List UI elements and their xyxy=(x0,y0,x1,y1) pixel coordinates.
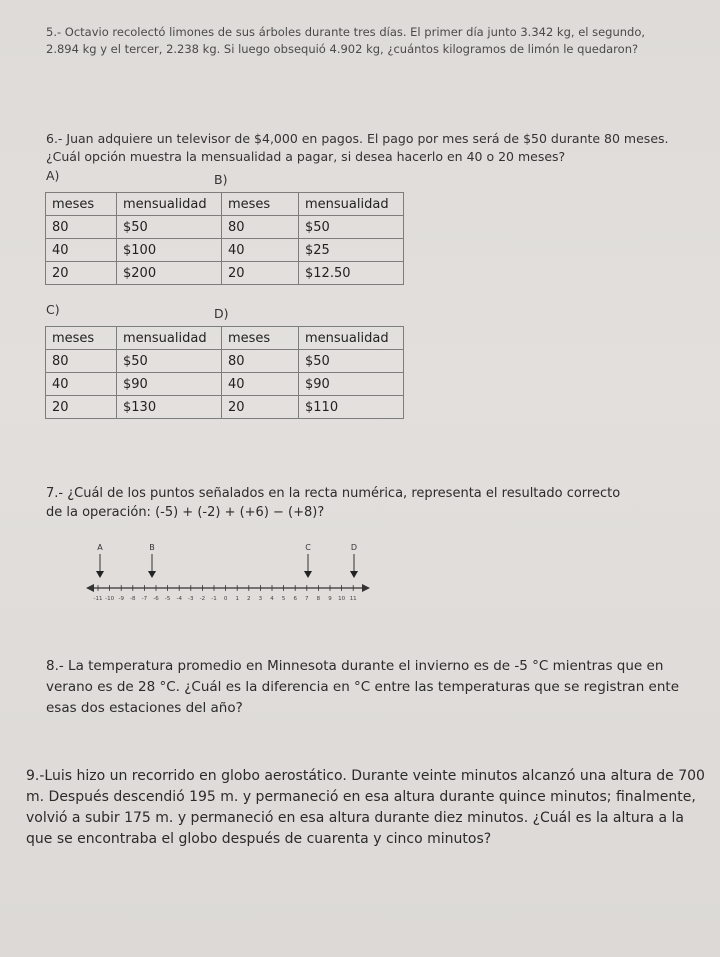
table-row xyxy=(46,373,404,396)
tick-label: -6 xyxy=(153,596,159,602)
option-d-label: D) xyxy=(214,306,229,321)
table-cell: $90 xyxy=(117,373,222,396)
tick-label: 10 xyxy=(338,596,346,602)
tick-label: 11 xyxy=(349,596,357,602)
table-header-row xyxy=(46,327,404,350)
tick-label: 5 xyxy=(281,596,286,602)
tick-label: 6 xyxy=(293,596,297,602)
table-cell: $110 xyxy=(299,396,404,419)
point-a-arrow-icon xyxy=(96,571,104,578)
table-row xyxy=(46,350,404,373)
point-c-label: C xyxy=(305,543,311,552)
table-cell: 80 xyxy=(222,216,299,239)
option-b-label: B) xyxy=(214,172,228,187)
tick-label: -1 xyxy=(211,596,217,602)
tick-label: -3 xyxy=(188,596,194,602)
table-cell: 20 xyxy=(222,396,299,419)
table-cell: $100 xyxy=(117,239,222,262)
question-8: 8.- La temperatura promedio en Minnesota durante el invierno es de -5 °C mientras que en verano es de 28 °C. ¿Cuál es la diferencia en °C entre las temperaturas que se registran ente esas dos estaciones del año? xyxy=(46,658,679,716)
question-7 xyxy=(46,484,686,522)
table-cell: 20 xyxy=(46,262,117,285)
question-9: 9.-Luis hizo un recorrido en globo aerostático. Durante veinte minutos alcanzó una altura de 700 m. Después descendió 195 m. y permaneció en esa altura durante quince minutos; finalmente, volvió a subir 175 m. y permaneció en esa altura durante diez minutos. ¿Cuál es la altura a la que se encontraba el globo después de cuarenta y cinco minutos? xyxy=(26,768,705,847)
table-row xyxy=(46,396,404,419)
table-cell: 20 xyxy=(46,396,117,419)
point-d-label: D xyxy=(350,543,358,552)
tick-label: 4 xyxy=(270,596,274,602)
tick-label: -7 xyxy=(141,596,148,602)
tick-label: 9 xyxy=(328,596,332,602)
table-cell: 40 xyxy=(46,239,117,262)
table-header-row xyxy=(46,193,404,216)
point-a-label: A xyxy=(97,543,103,552)
tick-label: 7 xyxy=(305,596,309,602)
table-cell: $12.50 xyxy=(299,262,404,285)
tick-label: -8 xyxy=(130,596,136,602)
table-cell: $25 xyxy=(299,239,404,262)
header-cell: mensualidad xyxy=(117,193,222,216)
tick-label: 3 xyxy=(258,596,263,602)
table-cell: $130 xyxy=(117,396,222,419)
table-cell: 20 xyxy=(222,262,299,285)
point-d-arrow-icon xyxy=(350,571,358,578)
question-5: 5.- Octavio recolectó limones de sus árboles durante tres días. El primer día junto 3.342 kg, el segundo, 2.894 kg y el tercer, 2.238 kg. Si luego obsequió 4.902 kg, ¿cuántos kilogramos de limón le quedaron? xyxy=(46,25,646,56)
tick-label: -11 xyxy=(93,596,103,602)
tick-label: -2 xyxy=(199,596,206,602)
option-c-label: C) xyxy=(46,302,60,317)
table-row xyxy=(46,239,404,262)
tick-label: -5 xyxy=(164,596,171,602)
table-cell: 40 xyxy=(222,239,299,262)
header-cell: meses xyxy=(46,193,117,216)
table-row xyxy=(46,262,404,285)
tick-label: 2 xyxy=(247,596,251,602)
right-arrow-icon xyxy=(362,584,370,592)
tick-label: -10 xyxy=(105,596,115,602)
point-b-label: B xyxy=(149,543,155,552)
point-c-arrow-icon xyxy=(304,571,312,578)
options-cd-table xyxy=(45,326,404,419)
question-6: 6.- Juan adquiere un televisor de $4,000 en pagos. El pago por mes será de $50 durante 80 meses. ¿Cuál opción muestra la mensualidad a pagar, si desea hacerlo en 40 o 20 meses? xyxy=(46,131,669,164)
header-cell: mensualidad xyxy=(299,193,404,216)
table-cell: 80 xyxy=(222,350,299,373)
table-cell: $50 xyxy=(117,216,222,239)
table-cell: 40 xyxy=(46,373,117,396)
header-cell: meses xyxy=(222,327,299,350)
options-ab-table xyxy=(45,192,404,285)
header-cell: mensualidad xyxy=(299,327,404,350)
tick-label: 1 xyxy=(235,596,239,602)
table-cell: 80 xyxy=(46,350,117,373)
header-cell: meses xyxy=(46,327,117,350)
table-cell: $50 xyxy=(299,350,404,373)
left-arrow-icon xyxy=(86,584,94,592)
table-cell: 80 xyxy=(46,216,117,239)
number-line xyxy=(84,538,374,608)
table-cell: $200 xyxy=(117,262,222,285)
option-a-label: A) xyxy=(46,168,60,183)
tick-label: -9 xyxy=(118,596,124,602)
tick-label: 8 xyxy=(316,596,321,602)
table-cell: 40 xyxy=(222,373,299,396)
question-7-line-1: 7.- ¿Cuál de los puntos señalados en la recta numérica, representa el resultado correcto xyxy=(46,486,621,501)
tick-label: 0 xyxy=(223,596,228,602)
header-cell: meses xyxy=(222,193,299,216)
tick-label: -4 xyxy=(176,596,182,602)
table-cell: $50 xyxy=(299,216,404,239)
question-7-line-2: de la operación: (-5) + (-2) + (+6) − (+8)? xyxy=(46,505,325,520)
table-cell: $50 xyxy=(117,350,222,373)
header-cell: mensualidad xyxy=(117,327,222,350)
point-b-arrow-icon xyxy=(148,571,156,578)
table-row xyxy=(46,216,404,239)
table-cell: $90 xyxy=(299,373,404,396)
